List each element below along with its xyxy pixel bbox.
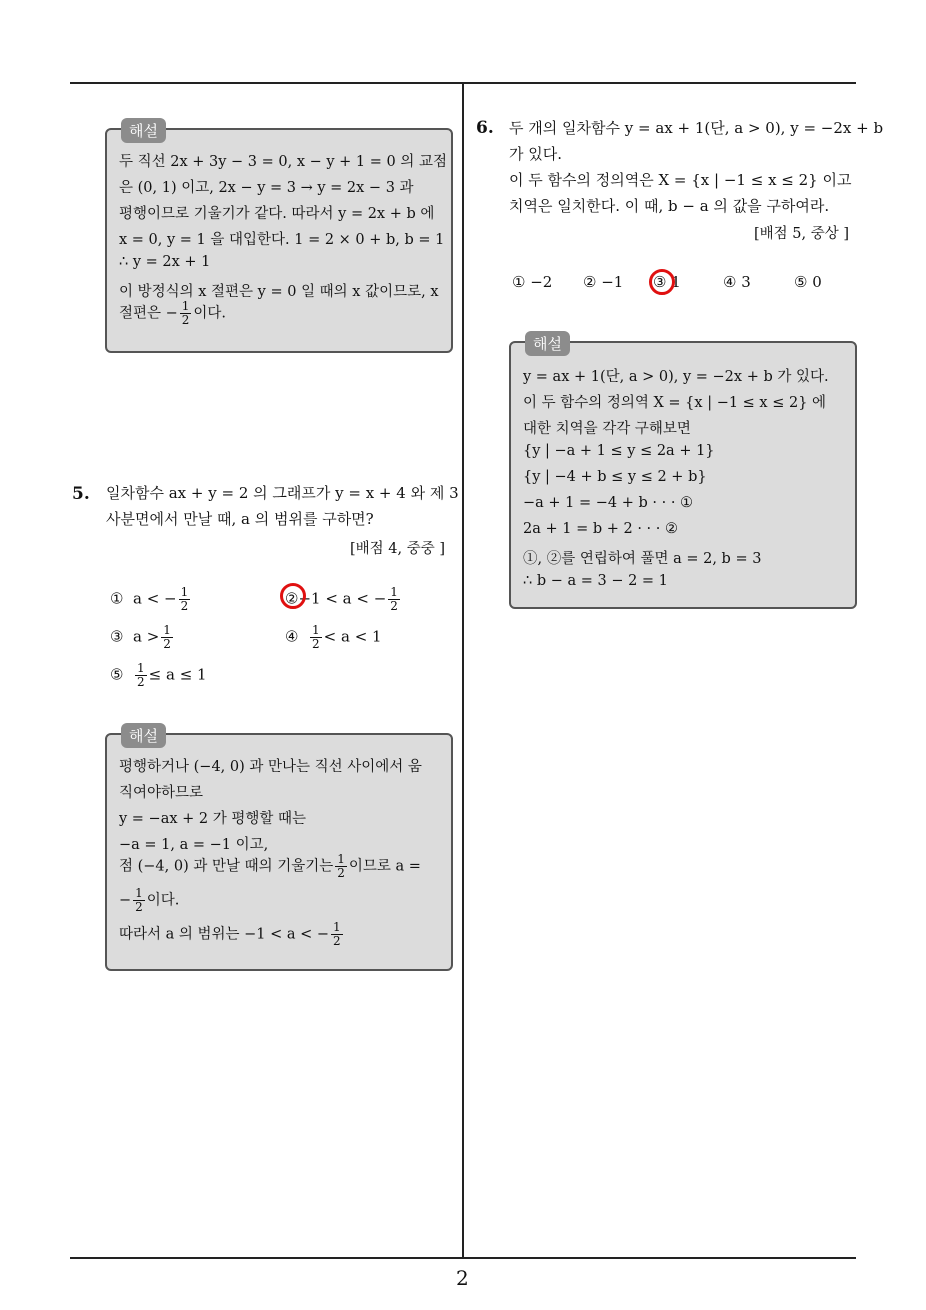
solution-line: 평행하거나 (−4, 0) 과 만나는 직선 사이에서 움	[119, 759, 422, 775]
fraction: $\frac{1}{2}$	[181, 299, 190, 327]
question-6-text-line4: 치역은 일치한다. 이 때, b − a 의 값을 구하여라.	[509, 197, 830, 215]
q5-choice-3[interactable]: ③ a > $\frac{1}{2}$	[110, 623, 171, 651]
answer-mark-circle	[649, 269, 675, 295]
solution-line: 직여야하므로	[119, 785, 204, 801]
solution-line: y = ax + 1(단, a > 0), y = −2x + b 가 있다.	[523, 369, 829, 385]
solution-tag: 해설	[121, 723, 166, 748]
solution-line: 은 (0, 1) 이고, 2x − y = 3 → y = 2x − 3 과	[119, 180, 414, 196]
solution-line: 두 직선 2x + 3y − 3 = 0, x − y + 1 = 0 의 교점	[119, 154, 447, 170]
question-number-5: 5.	[72, 484, 90, 504]
solution-line: ∴ y = 2x + 1	[119, 254, 211, 270]
question-6-score: [배점 5, 중상 ]	[754, 226, 850, 242]
solution-line-fraction: − $\frac{1}{2}$ 이다.	[119, 886, 180, 914]
solution-box-q6	[509, 335, 857, 609]
solution-box-q4	[105, 122, 453, 353]
solution-line: ①, ②를 연립하여 풀면 a = 2, b = 3	[523, 551, 762, 567]
question-number-6: 6.	[476, 118, 494, 138]
solution-line-fraction: 따라서 a 의 범위는 −1 < a < − $\frac{1}{2}$	[119, 920, 341, 948]
solution-box-q5	[105, 727, 453, 971]
solution-tag: 해설	[121, 118, 166, 143]
question-6-text-line2: 가 있다.	[509, 145, 563, 163]
solution-line: −a = 1, a = −1 이고,	[119, 837, 269, 853]
q6-choice-4[interactable]: ④ 3	[723, 273, 751, 291]
q6-choice-3[interactable]: ③ 1	[653, 273, 681, 291]
q6-choice-2[interactable]: ② −1	[583, 273, 624, 291]
q6-choice-5[interactable]: ⑤ 0	[794, 273, 822, 291]
solution-line: {y | −a + 1 ≤ y ≤ 2a + 1}	[523, 443, 715, 459]
question-6-text-line3: 이 두 함수의 정의역은 X = {x | −1 ≤ x ≤ 2} 이고	[509, 171, 852, 189]
q5-choice-2[interactable]: ②−1 < a < − $\frac{1}{2}$	[285, 585, 398, 613]
question-5-score: [배점 4, 중중 ]	[350, 541, 446, 557]
solution-line-fraction: 절편은 − $\frac{1}{2}$ 이다.	[119, 299, 227, 327]
solution-line: 이 두 함수의 정의역 X = {x | −1 ≤ x ≤ 2} 에	[523, 395, 827, 411]
question-6-text-line1: 두 개의 일차함수 y = ax + 1(단, a > 0), y = −2x + b	[509, 119, 884, 137]
answer-mark-circle	[280, 583, 306, 609]
solution-line: 대한 치역을 각각 구해보면	[523, 421, 691, 437]
q5-choice-5[interactable]: ⑤ $\frac{1}{2}$ ≤ a ≤ 1	[110, 661, 207, 689]
solution-line: −a + 1 = −4 + b · · · ①	[523, 495, 694, 511]
solution-line: 평행이므로 기울기가 같다. 따라서 y = 2x + b 에	[119, 206, 435, 222]
q6-choice-1[interactable]: ① −2	[512, 273, 553, 291]
solution-line: 이 방정식의 x 절편은 y = 0 일 때의 x 값이므로, x	[119, 284, 439, 300]
solution-tag: 해설	[525, 331, 570, 356]
page-number: 2	[456, 1266, 469, 1290]
solution-line: ∴ b − a = 3 − 2 = 1	[523, 573, 668, 589]
question-5-text-line2: 사분면에서 만날 때, a 의 범위를 구하면?	[106, 510, 374, 528]
question-5-text-line1: 일차함수 ax + y = 2 의 그래프가 y = x + 4 와 제 3	[106, 484, 459, 502]
solution-line: {y | −4 + b ≤ y ≤ 2 + b}	[523, 469, 707, 485]
solution-line: 2a + 1 = b + 2 · · · ②	[523, 521, 678, 537]
column-divider	[462, 84, 464, 1258]
bottom-rule	[70, 1257, 856, 1259]
solution-line: y = −ax + 2 가 평행할 때는	[119, 811, 306, 827]
q5-choice-1[interactable]: ① a < − $\frac{1}{2}$	[110, 585, 189, 613]
q5-choice-4[interactable]: ④ $\frac{1}{2}$ < a < 1	[285, 623, 382, 651]
solution-line-fraction: 점 (−4, 0) 과 만날 때의 기울기는 $\frac{1}{2}$ 이므로 a =	[119, 852, 421, 880]
solution-line: x = 0, y = 1 을 대입한다. 1 = 2 × 0 + b, b = 1	[119, 232, 445, 248]
